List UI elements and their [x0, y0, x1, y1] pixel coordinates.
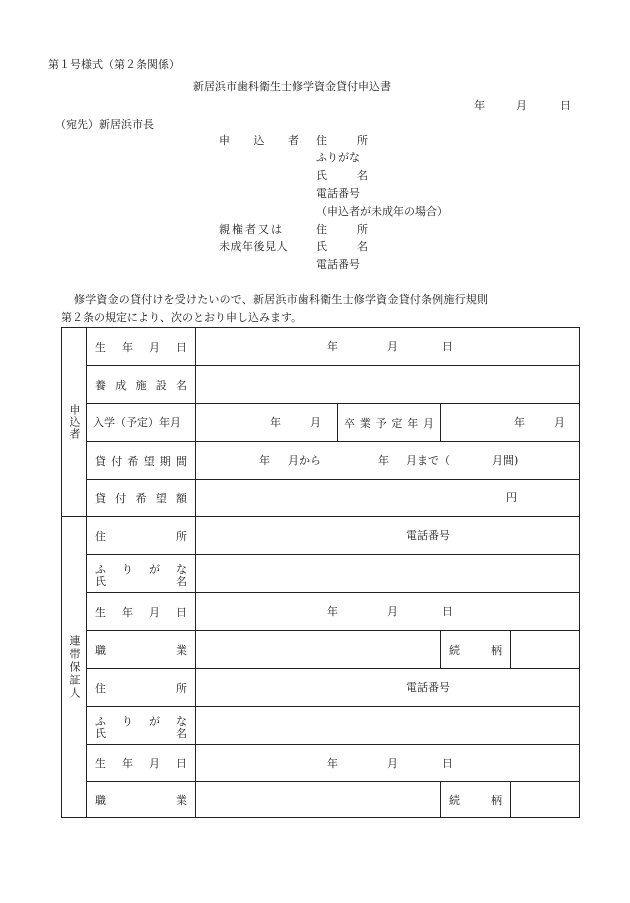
loan-period-label: 貸 付 希 望 期 間 [86, 441, 195, 479]
minor-note: （申込者が未成年の場合） [316, 205, 448, 218]
date-year: 年 [474, 99, 485, 112]
graduation-label: 卒 業 予 定 年 月 [337, 403, 440, 441]
addressee: （宛先）新居浜市長 [55, 118, 154, 131]
applicant-address-label: 住 所 [316, 134, 368, 147]
section-guarantor: 連帯保証人 [61, 516, 86, 818]
section-applicant: 申込者 [61, 327, 86, 516]
guarantor2-birth-label: 生 年 月 日 [86, 744, 195, 781]
guarantor1-birth-field[interactable]: 年 月 日 [195, 592, 580, 630]
date-day: 日 [560, 99, 571, 112]
admission-field[interactable]: 年 月 [195, 403, 337, 441]
guarantor1-job-field[interactable] [195, 630, 440, 668]
applicant-birth-field[interactable]: 年 月 日 [195, 327, 580, 365]
applicant-phone-label: 電話番号 [316, 187, 360, 200]
application-table [61, 327, 580, 818]
graduation-field[interactable]: 年 月 [440, 403, 580, 441]
guarantor2-address-field[interactable]: 電話番号 [195, 668, 580, 706]
guarantor2-job-field[interactable] [195, 781, 440, 818]
guardian-label-2: 未成年後見人 [219, 240, 288, 253]
guarantor2-relation-field[interactable] [510, 781, 580, 818]
applicant-birth-label: 生 年 月 日 [86, 327, 195, 365]
guardian-address-label: 住 所 [316, 223, 368, 236]
guardian-phone-label: 電話番号 [316, 258, 360, 271]
guarantor2-job-label: 職 業 [86, 781, 195, 818]
statement-line-2: 第２条の規定により、次のとおり申し込みます。 [61, 311, 303, 324]
facility-label: 養 成 施 設 名 [86, 365, 195, 403]
loan-amount-field[interactable]: 円 [195, 479, 580, 516]
loan-period-field[interactable]: 年 月から 年 月まで（ 月間) [195, 441, 580, 479]
guardian-label-1: 親権者又は [219, 223, 284, 236]
guarantor1-address-label: 住 所 [86, 516, 195, 554]
guarantor1-name-field[interactable] [195, 554, 580, 592]
applicant-label: 申 込 者 [219, 134, 299, 147]
applicant-kana-label: ふりがな [316, 151, 360, 164]
guarantor2-name-field[interactable] [195, 706, 580, 744]
applicant-name-label: 氏 名 [316, 169, 368, 182]
loan-amount-label: 貸 付 希 望 額 [86, 479, 195, 516]
admission-label: 入学（予定）年月 [86, 403, 195, 441]
guarantor1-relation-field[interactable] [510, 630, 580, 668]
guarantor2-kana-name-label: ふ り が な 氏 名 [86, 706, 195, 744]
guarantor2-relation-label: 続 柄 [440, 781, 510, 818]
guarantor1-address-field[interactable]: 電話番号 [195, 516, 580, 554]
statement-line-1: 修学資金の貸付けを受けたいので、新居浜市歯科衛生士修学資金貸付条例施行規則 [74, 293, 489, 306]
form-number: 第１号様式（第２条関係） [48, 58, 180, 71]
form-title: 新居浜市歯科衛生士修学資金貸付申込書 [193, 80, 391, 93]
guarantor2-address-label: 住 所 [86, 668, 195, 706]
facility-field[interactable] [195, 365, 580, 403]
guarantor1-kana-name-label: ふ り が な 氏 名 [86, 554, 195, 592]
guarantor1-relation-label: 続 柄 [440, 630, 510, 668]
guarantor1-birth-label: 生 年 月 日 [86, 592, 195, 630]
date-month: 月 [516, 99, 527, 112]
guardian-name-label: 氏 名 [316, 240, 368, 253]
guarantor1-job-label: 職 業 [86, 630, 195, 668]
guarantor2-birth-field[interactable]: 年 月 日 [195, 744, 580, 781]
